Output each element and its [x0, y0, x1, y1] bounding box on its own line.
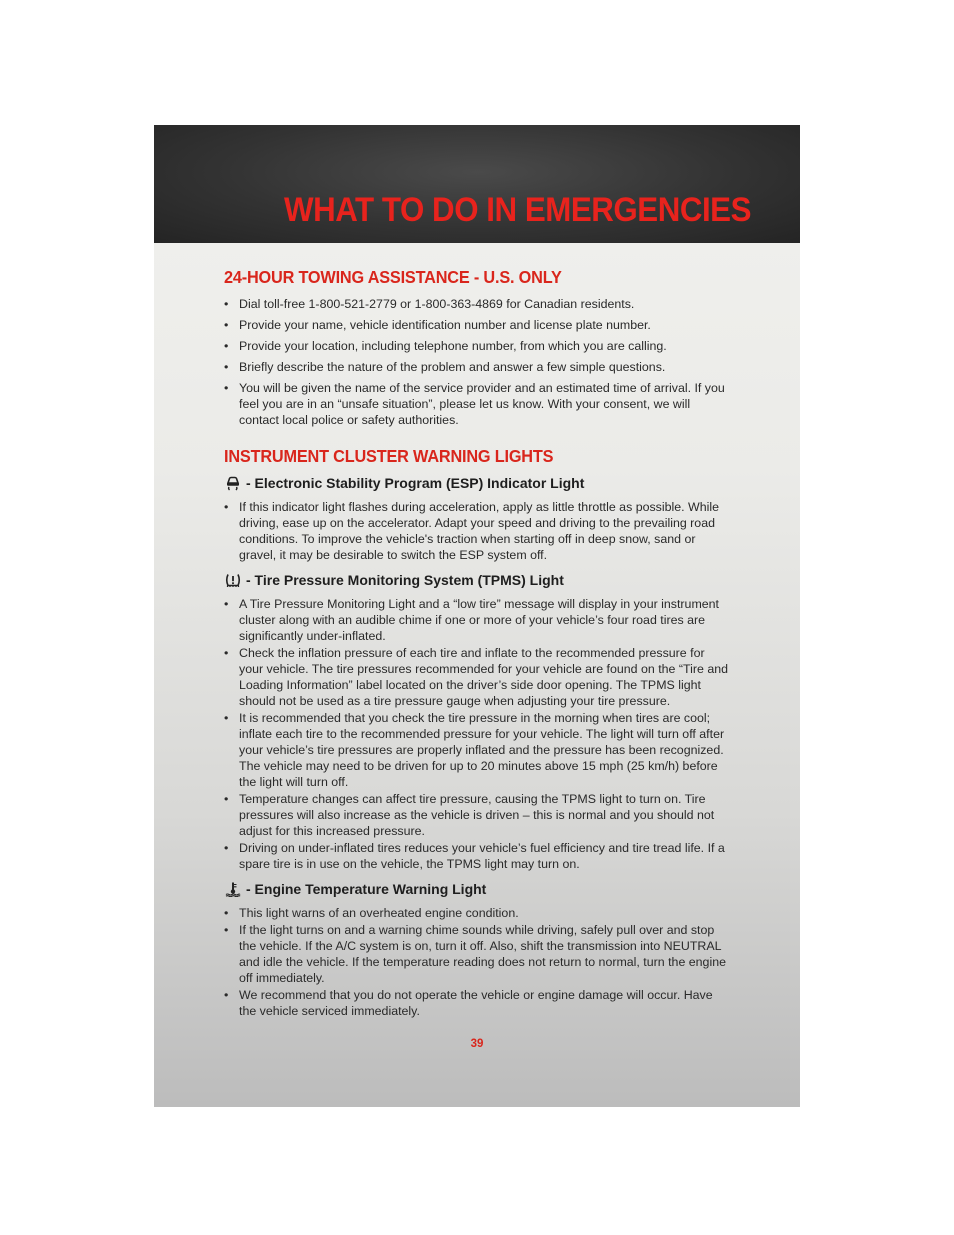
esp-list — [224, 499, 729, 563]
esp-subheading — [224, 475, 729, 491]
list-item: • Briefly describe the nature of the problem and answer a few simple questions. — [224, 359, 729, 375]
list-item: • Provide your name, vehicle identification number and license plate number. — [224, 317, 729, 333]
list-item: • Check the inflation pressure of each tire and inflate to the recommended pressure for your vehicle. The tire pressures recommended for your vehicle are found on the “Tire and Loading Information” label located on the driver’s side door opening. The TPMS light should not be used as a tire pressure gauge when adjusting your tire pressure. — [224, 645, 729, 709]
esp-skid-icon — [224, 475, 242, 491]
warning-lights-heading: INSTRUMENT CLUSTER WARNING LIGHTS — [224, 446, 554, 466]
list-item: • Dial toll-free 1-800-521-2779 or 1-800-363-4869 for Canadian residents. — [224, 296, 729, 312]
list-item: • If this indicator light flashes during acceleration, apply as little throttle as possible. While driving, ease up on the accelerator. Adapt your speed and driving to the prevailing road conditions. To improve the vehicle's traction when starting off in deep snow, sand or gravel, it may be desirable to switch the ESP system off. — [224, 499, 729, 563]
list-item: • This light warns of an overheated engine condition. — [224, 905, 729, 921]
esp-title: - Electronic Stability Program (ESP) Indicator Light — [246, 475, 585, 491]
list-item: • Provide your location, including telephone number, from which you are calling. — [224, 338, 729, 354]
page-number: 39 — [470, 1038, 484, 1050]
towing-list — [224, 296, 729, 428]
tire-pressure-icon — [224, 572, 242, 588]
tpms-title: - Tire Pressure Monitoring System (TPMS) Light — [246, 572, 564, 588]
engine-temp-list — [224, 905, 729, 1019]
manual-page — [154, 125, 800, 1107]
page-content — [224, 267, 729, 1020]
engine-temp-subheading — [224, 881, 729, 897]
tpms-subheading — [224, 572, 729, 588]
header-banner — [154, 125, 800, 243]
list-item: • We recommend that you do not operate the vehicle or engine damage will occur. Have the vehicle serviced immediately. — [224, 987, 729, 1019]
list-item: • It is recommended that you check the tire pressure in the morning when tires are cool; inflate each tire to the recommended pressure for your vehicle. The light will turn off after your vehicle’s tire pressures are properly inflated and the pressure has been recognized. The vehicle may need to be driven for up to 20 minutes above 15 mph (25 km/h) before the light will turn off. — [224, 710, 729, 790]
list-item: • Temperature changes can affect tire pressure, causing the TPMS light to turn on. Tire pressures will also increase as the vehicle is driven – this is normal and you should not adjust for this increased pressure. — [224, 791, 729, 839]
tpms-list — [224, 596, 729, 872]
list-item: • Driving on under-inflated tires reduces your vehicle’s fuel efficiency and tire tread life. If a spare tire is in use on the vehicle, the TPMS light may turn on. — [224, 840, 729, 872]
engine-temp-title: - Engine Temperature Warning Light — [246, 881, 487, 897]
page-title: WHAT TO DO IN EMERGENCIES — [284, 191, 751, 229]
towing-heading: 24-HOUR TOWING ASSISTANCE - U.S. ONLY — [224, 267, 562, 287]
list-item: • A Tire Pressure Monitoring Light and a “low tire” message will display in your instrument cluster along with an audible chime if one or more of your vehicle’s four road tires are significantly under-inflated. — [224, 596, 729, 644]
list-item: • You will be given the name of the service provider and an estimated time of arrival. If you feel you are in an “unsafe situation”, please let us know. With your consent, we will contact local police or safety authorities. — [224, 380, 729, 428]
list-item: • If the light turns on and a warning chime sounds while driving, safely pull over and stop the vehicle. If the A/C system is on, turn it off. Also, shift the transmission into NEUTRAL and idle the vehicle. If the temperature reading does not return to normal, turn the engine off immediately. — [224, 922, 729, 986]
engine-temperature-icon — [224, 881, 242, 897]
